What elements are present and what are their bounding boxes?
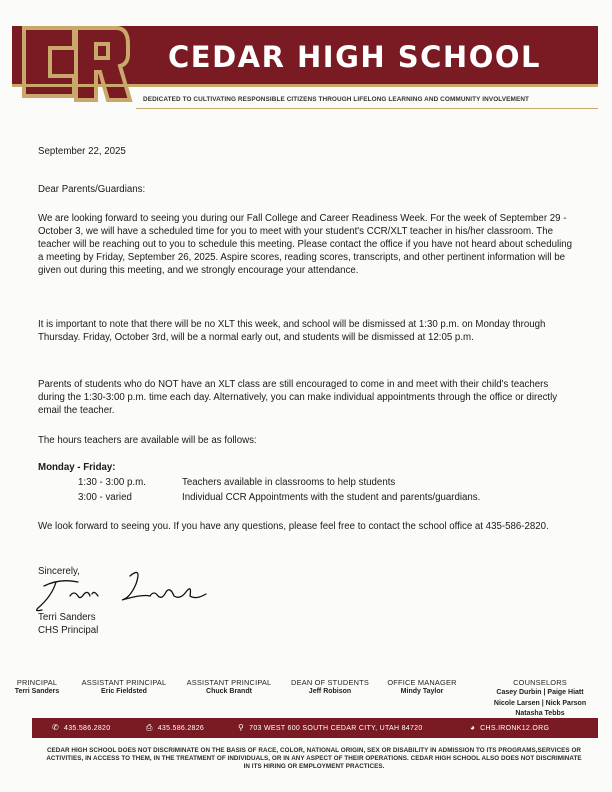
staff-name: Eric Fieldsted	[101, 688, 147, 695]
staff-name: Nicole Larsen | Nick Parson	[493, 699, 587, 707]
letter-date: September 22, 2025	[38, 146, 126, 157]
staff-name: Natasha Tebbs	[515, 710, 565, 717]
website-link[interactable]: CHS.IRONK12.ORG	[480, 724, 550, 732]
paragraph-intro: We are looking forward to seeing you during our Fall College and Career Readiness Week. For the week of September 29 - October 3, we will have a scheduled time for you to meet with your student's CCR/XLT teacher in his/her classroom. The teacher will be reaching out to you to schedule this meeting. Please contact the office if you have not heard about scheduling a meeting by Friday, September 26, 2025. Aspire scores, reading scores, transcripts, and other pertinent information will be given out during this meeting, and we strongly encourage your attendance.	[38, 213, 573, 277]
contact-website[interactable]	[470, 724, 549, 732]
tagline-rule	[136, 108, 598, 109]
paragraph-non-xlt: Parents of students who do NOT have an XLT class are still encouraged to come in and meet with their child's teachers during the 1:30-3:00 p.m. time each day. Alternatively, you can make individual appointments through the office or directly email the teacher.	[38, 379, 558, 417]
staff-assistant-principal	[74, 678, 174, 695]
school-logo	[16, 14, 134, 110]
staff-office-manager	[380, 678, 464, 695]
paragraph-dismissal: It is important to note that there will be no XLT this week, and school will be dismissed at 1:30 p.m. on Monday through Thursday. Friday, October 3rd, will be a normal early out, and students will be dismissed at 12:05 p.m.	[38, 319, 546, 344]
globe-icon: ◕	[470, 723, 476, 732]
contact-address	[238, 724, 423, 732]
signer-title: CHS Principal	[38, 625, 99, 636]
salutation: Dear Parents/Guardians:	[38, 184, 146, 195]
staff-role: ASSISTANT PRINCIPAL	[81, 678, 167, 687]
phone-icon: ✆	[52, 723, 60, 732]
paragraph-hours-intro: The hours teachers are available will be as follows:	[38, 435, 257, 446]
staff-name: Mindy Taylor	[400, 688, 444, 695]
staff-name: Chuck Brandt	[206, 688, 252, 695]
contact-fax	[146, 724, 204, 732]
contact-phone	[52, 724, 110, 732]
staff-principal	[4, 678, 70, 695]
location-pin-icon: ⚲	[238, 723, 245, 732]
staff-name: Casey Durbin | Paige Hiatt	[496, 689, 584, 696]
closing-paragraph: We look forward to seeing you. If you have any questions, please feel free to contact the school office at 435-586-2820.	[38, 521, 549, 532]
staff-role: COUNSELORS	[513, 678, 567, 687]
phone-number: 435.586.2820	[64, 724, 111, 732]
schedule-description: Individual CCR Appointments with the student and parents/guardians.	[182, 492, 481, 503]
address-text: 703 WEST 600 SOUTH CEDAR CITY, UTAH 84720	[249, 724, 423, 732]
fax-number: 435.586.2826	[157, 724, 205, 732]
staff-dean	[284, 678, 376, 695]
staff-role: OFFICE MANAGER	[387, 678, 457, 687]
staff-role: DEAN OF STUDENTS	[291, 678, 369, 687]
staff-role: ASSISTANT PRINCIPAL	[186, 678, 272, 687]
contact-bar	[32, 718, 598, 738]
header-gold-rule	[12, 84, 598, 87]
fax-icon: ⎙	[146, 723, 153, 732]
nondiscrimination-disclaimer: CEDAR HIGH SCHOOL DOES NOT DISCRIMINATE ON THE BASIS OF RACE, COLOR, NATIONAL ORIGIN, SEX OR DISABILITY IN ADMISSION TO ITS PROGRAMS,SERVICES OR ACTIVITIES, IN ACCESS TO THEM, IN THE TREATMENT OF INDIVIDUALS, OR IN ANY ASPECT OF THEIR OPERATIONS. CEDAR HIGH SCHOOL ALSO DOES NOT DISCRIMINATE IN ITS HIRING OR EMPLOYMENT PRACTICES.	[46, 747, 582, 771]
handwritten-signature	[30, 556, 230, 616]
signer-name: Terri Sanders	[38, 612, 96, 623]
staff-assistant-principal	[178, 678, 280, 695]
schedule-description: Teachers available in classrooms to help students	[182, 477, 396, 488]
staff-name: Jeff Robison	[308, 688, 352, 695]
staff-counselors	[470, 678, 610, 719]
staff-role: PRINCIPAL	[16, 678, 58, 687]
school-tagline: DEDICATED TO CULTIVATING RESPONSIBLE CITIZENS THROUGH LIFELONG LEARNING AND COMMUNITY INVOLVEMENT	[143, 96, 530, 103]
sign-off: Sincerely,	[38, 566, 80, 577]
schedule-time: 3:00 - varied	[78, 492, 132, 503]
schedule-time: 1:30 - 3:00 p.m.	[78, 477, 146, 488]
staff-name: Terri Sanders	[14, 688, 60, 695]
schedule-heading: Monday - Friday:	[38, 462, 116, 473]
school-name: CEDAR HIGH SCHOOL	[168, 40, 541, 74]
